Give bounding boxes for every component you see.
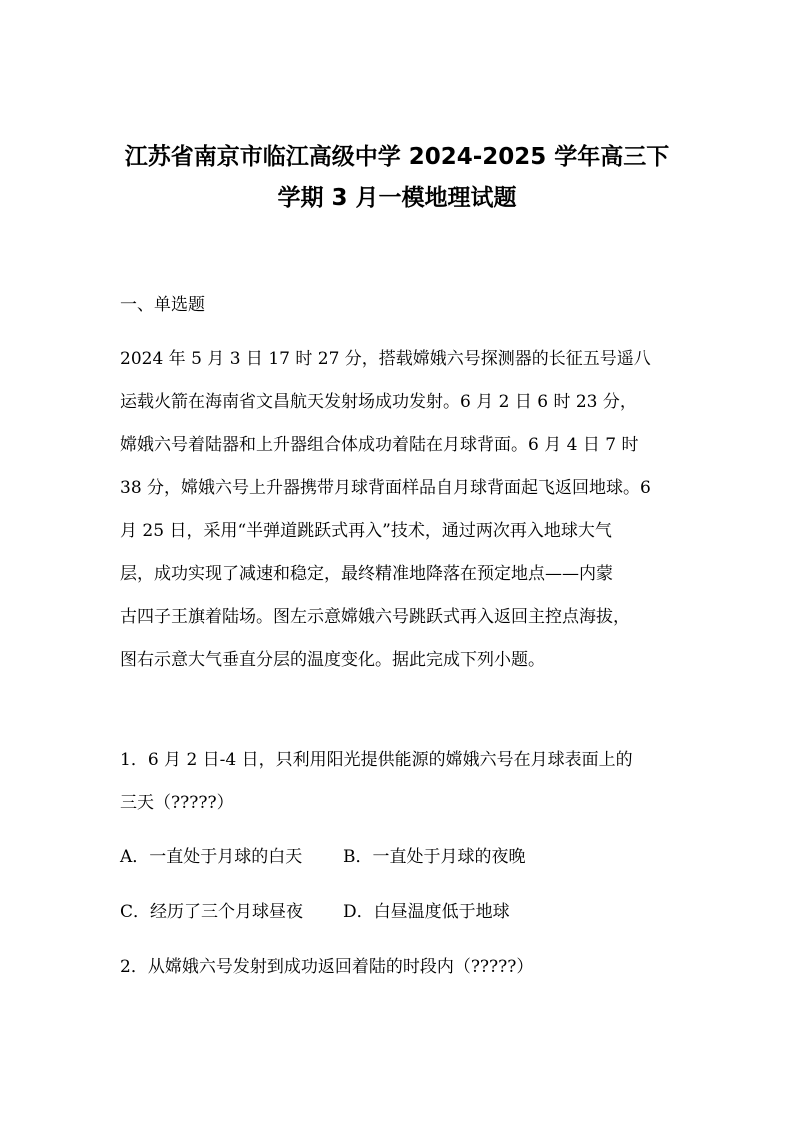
- question-1-stem-line-1: 1．6 月 2 日-4 日，只利用阳光提供能源的嫦娥六号在月球表面上的: [120, 750, 633, 770]
- question-1-option-a: A．一直处于月球的白天: [120, 847, 303, 867]
- question-1-option-b: B．一直处于月球的夜晚: [343, 847, 526, 867]
- passage-line: 图右示意大气垂直分层的温度变化。据此完成下列小题。: [120, 650, 545, 670]
- passage-line: 嫦娥六号着陆器和上升器组合体成功着陆在月球背面。6 月 4 日 7 时: [120, 435, 639, 455]
- section-heading: 一、单选题: [120, 295, 205, 315]
- document-title-line-1: 江苏省南京市临江高级中学 2024-2025 学年高三下: [124, 144, 670, 170]
- passage-line: 38 分，嫦娥六号上升器携带月球背面样品自月球背面起飞返回地球。6: [120, 478, 651, 498]
- passage-line: 2024 年 5 月 3 日 17 时 27 分，搭载嫦娥六号探测器的长征五号遥八: [120, 349, 651, 369]
- question-2-stem-line-1: 2．从嫦娥六号发射到成功返回着陆的时段内（?????）: [120, 957, 534, 977]
- passage-line: 运载火箭在海南省文昌航天发射场成功发射。6 月 2 日 6 时 23 分，: [120, 392, 637, 412]
- passage-line: 古四子王旗着陆场。图左示意嫦娥六号跳跃式再入返回主控点海拔，: [120, 607, 630, 627]
- document-title-line-2: 学期 3 月一模地理试题: [277, 185, 517, 211]
- passage-line: 层，成功实现了减速和稳定，最终精准地降落在预定地点——内蒙: [120, 564, 613, 584]
- question-1-option-d: D．白昼温度低于地球: [343, 902, 510, 922]
- passage-line: 月 25 日，采用“半弹道跳跃式再入”技术，通过两次再入地球大气: [120, 521, 612, 541]
- question-1-stem-line-2: 三天（?????）: [120, 793, 234, 813]
- question-1-option-c: C．经历了三个月球昼夜: [120, 902, 304, 922]
